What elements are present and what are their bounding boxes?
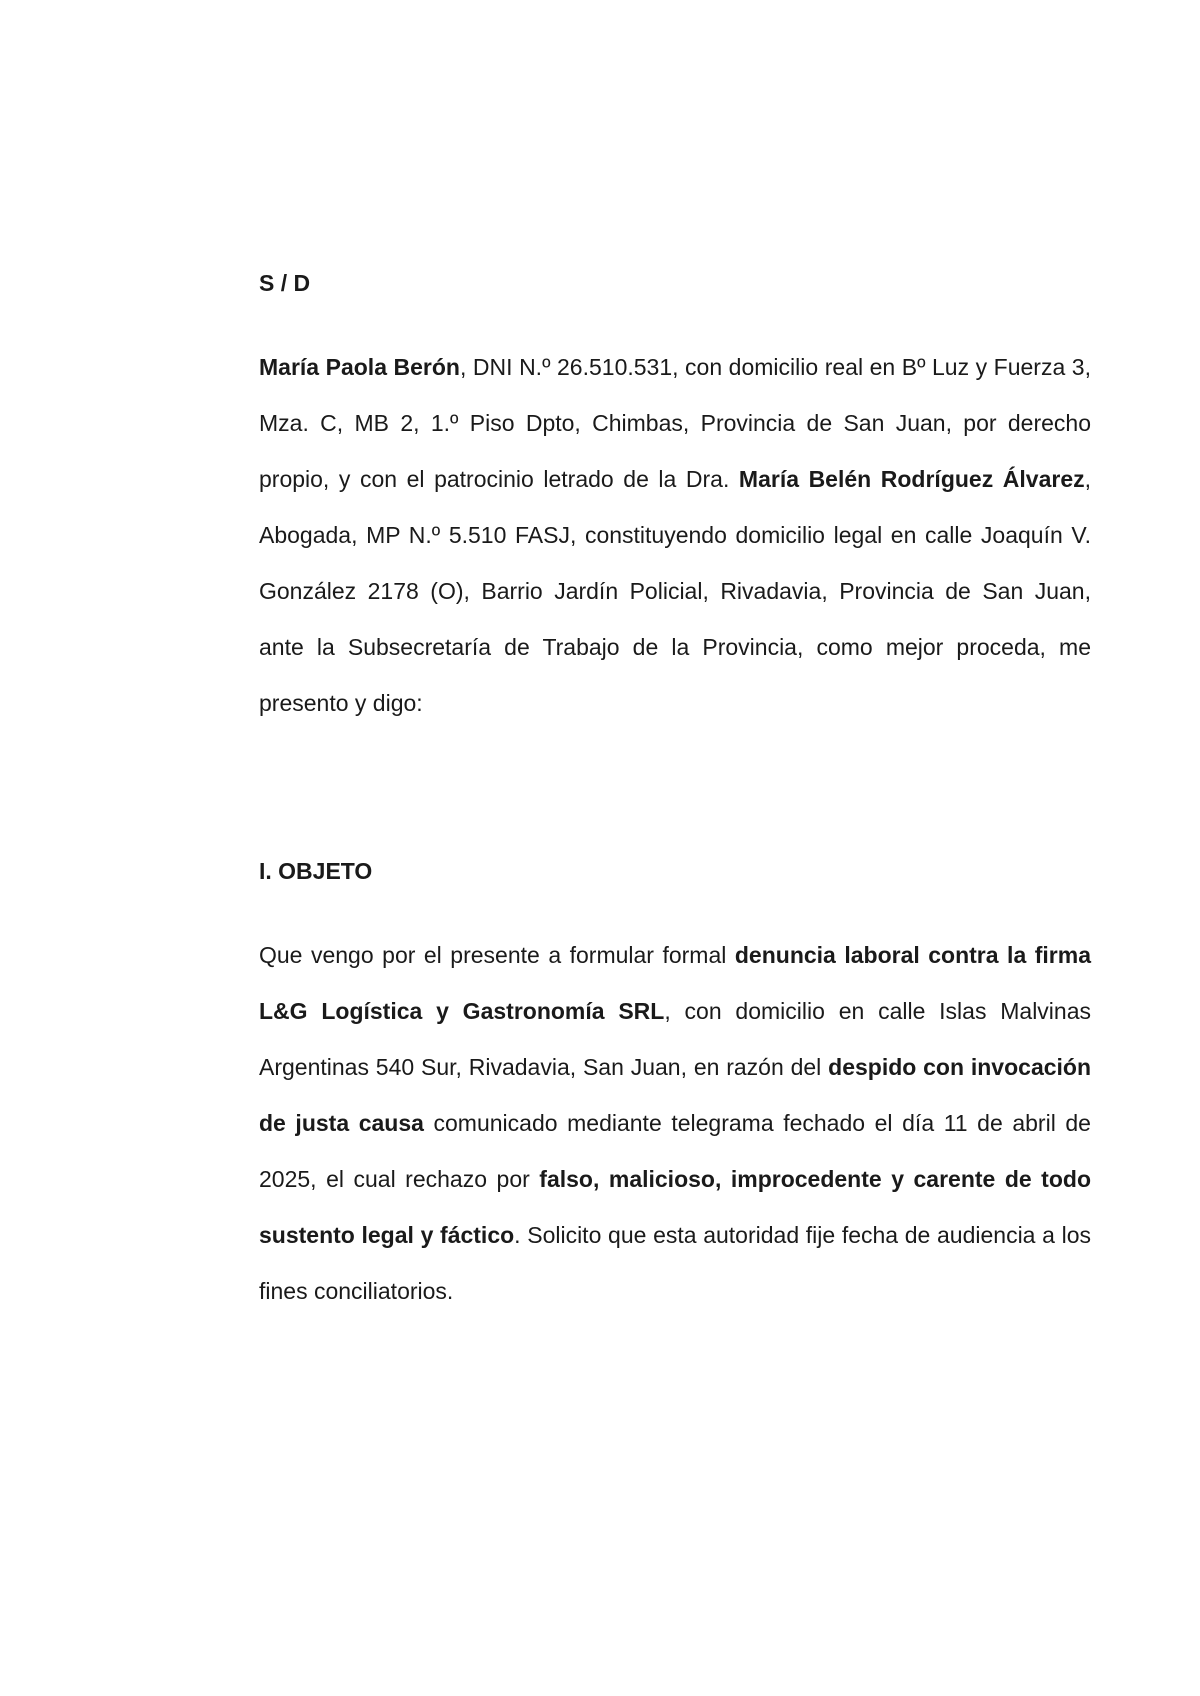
attorney-name: María Belén Rodríguez Álvarez bbox=[738, 466, 1085, 492]
intro-text-1: , DNI N.º 26.510.531, con domicilio real en Bº Luz y Fuerza 3, Mza. C, MB 2, 1.º Piso Dpto, Chimbas, Provincia de San Juan, por derecho propio, y con el patrocinio letrado de la Dra. bbox=[259, 354, 1091, 492]
intro-paragraph bbox=[259, 339, 1091, 731]
section-heading-objeto: I. OBJETO bbox=[259, 858, 373, 884]
objeto-bold-1: denuncia laboral contra la firma L&G Logística y Gastronomía SRL bbox=[259, 942, 1091, 1024]
salutation: S / D bbox=[259, 270, 311, 296]
spacer bbox=[259, 311, 1091, 339]
objeto-text-4: . Solicito que esta autoridad fije fecha de audiencia a los fines conciliatorios. bbox=[259, 1222, 1091, 1304]
intro-text-2: , Abogada, MP N.º 5.510 FASJ, constituyendo domicilio legal en calle Joaquín V. González 2178 (O), Barrio Jardín Policial, Rivadavia, Provincia de San Juan, ante la Subsecretaría de Trabajo de la Provincia, como mejor proceda, me presento y digo: bbox=[259, 466, 1091, 716]
objeto-bold-2: despido con invocación de justa causa bbox=[259, 1054, 1092, 1136]
document-body bbox=[259, 255, 1091, 1319]
spacer bbox=[259, 899, 1091, 927]
objeto-text-3: comunicado mediante telegrama fechado el día 11 de abril de 2025, el cual rechazo por bbox=[259, 1110, 1091, 1192]
spacer bbox=[259, 731, 1091, 843]
objeto-text-1: Que vengo por el presente a formular formal bbox=[259, 942, 735, 968]
objeto-text-2: , con domicilio en calle Islas Malvinas Argentinas 540 Sur, Rivadavia, San Juan, en razón del bbox=[259, 998, 1092, 1080]
objeto-bold-3: falso, malicioso, improcedente y carente de todo sustento legal y fáctico bbox=[259, 1166, 1091, 1248]
claimant-name: María Paola Berón bbox=[259, 354, 460, 380]
objeto-paragraph bbox=[259, 927, 1091, 1319]
